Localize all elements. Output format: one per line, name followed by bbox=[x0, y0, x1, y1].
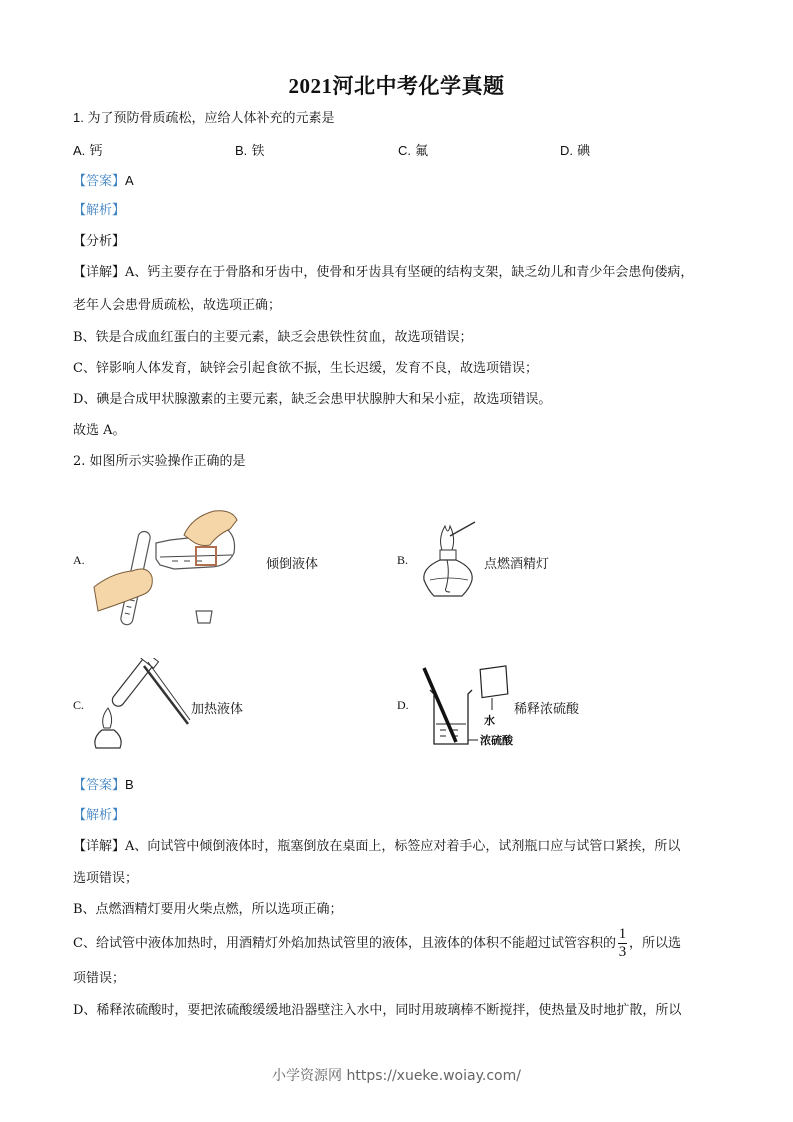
page-title: 2021河北中考化学真题 bbox=[288, 74, 505, 98]
answer-value: A bbox=[125, 173, 134, 188]
q2-option-b-label: B. bbox=[397, 553, 409, 567]
answer-tag: 【答案】 bbox=[73, 778, 126, 793]
q2-answer bbox=[73, 775, 134, 796]
q2-analysis-tag: 【解析】 bbox=[73, 808, 126, 823]
q1-detail-line-6: 故选 A。 bbox=[73, 423, 126, 438]
lighting-alcohol-lamp-illustration bbox=[420, 518, 480, 603]
q1-detail-line-5: D、碘是合成甲状腺激素的主要元素，缺乏会患甲状腺肿大和呆小症，故选项错误。 bbox=[73, 392, 552, 407]
footer-watermark: 小学资源网 https://xueke.woiay.com/ bbox=[272, 1068, 521, 1084]
q2-option-c-label: C. bbox=[73, 698, 85, 712]
q1-stem: 1. 为了预防骨质疏松，应给人体补充的元素是 bbox=[73, 110, 335, 125]
q1-detail-line-4: C、锌影响人体发育，缺锌会引起食欲不振，生长迟缓，发育不良，故选项错误； bbox=[73, 361, 538, 376]
q1-detail-line-1: 【详解】A、钙主要存在于骨胳和牙齿中，使骨和牙齿具有坚硬的结构支架，缺乏幼儿和青少年会患佝偻病， bbox=[73, 265, 694, 280]
q1-option-b: B. 铁 bbox=[235, 143, 265, 159]
answer-value: B bbox=[125, 777, 134, 792]
figure-d-water-label: 水 bbox=[484, 715, 495, 727]
q2-detail-line-4: C、给试管中液体加热时，用酒精灯外焰加热试管里的液体，且液体的体积不能超过试管容积的 $\frac{1}{3}$ ，所以选 bbox=[73, 926, 681, 960]
q1-option-c: C. 氟 bbox=[398, 143, 429, 159]
pouring-liquid-illustration bbox=[92, 495, 242, 635]
q2-detail-line-3: B、点燃酒精灯要用火柴点燃，所以选项正确； bbox=[73, 902, 343, 917]
q2-detail-line-6: D、稀释浓硫酸时，要把浓硫酸缓缓地沿器壁注入水中，同时用玻璃棒不断搅拌，使热量及时地扩散，所以 bbox=[73, 1003, 682, 1018]
q1-analysis-tag: 【解析】 bbox=[73, 203, 126, 218]
q1-detail-line-2: 老年人会患骨质疏松，故选项正确； bbox=[73, 298, 282, 313]
heating-liquid-illustration bbox=[92, 658, 192, 758]
q2-option-d-label: D. bbox=[397, 698, 409, 712]
q2-detail-line-5: 项错误； bbox=[73, 971, 126, 986]
q2-option-b-caption: 点燃酒精灯 bbox=[484, 557, 550, 572]
q2-detail-line-1: 【详解】A、向试管中倾倒液体时，瓶塞倒放在桌面上，标签应对着手心，试剂瓶口应与试管口紧挨，所以 bbox=[73, 839, 681, 854]
q2-option-c-caption: 加热液体 bbox=[191, 702, 244, 717]
q2-stem: 2. 如图所示实验操作正确的是 bbox=[73, 454, 246, 469]
figure-d-acid-label: 浓硫酸 bbox=[480, 735, 513, 747]
q1-answer bbox=[73, 171, 134, 192]
q2-option-a-caption: 倾倒液体 bbox=[266, 557, 319, 572]
q1-option-d: D. 碘 bbox=[560, 143, 591, 159]
answer-tag: 【答案】 bbox=[73, 174, 126, 189]
fraction-one-third: $\frac{1}{3}$ bbox=[618, 926, 627, 960]
q2-detail-line-2: 选项错误； bbox=[73, 871, 139, 886]
q1-fenxi-tag: 【分析】 bbox=[73, 234, 126, 249]
q2-option-d-caption: 稀释浓硫酸 bbox=[514, 702, 580, 717]
q1-detail-line-3: B、铁是合成血红蛋白的主要元素，缺乏会患铁性贫血，故选项错误； bbox=[73, 330, 473, 345]
q1-option-a: A. 钙 bbox=[73, 143, 103, 159]
q2-option-a-label: A. bbox=[73, 553, 85, 567]
